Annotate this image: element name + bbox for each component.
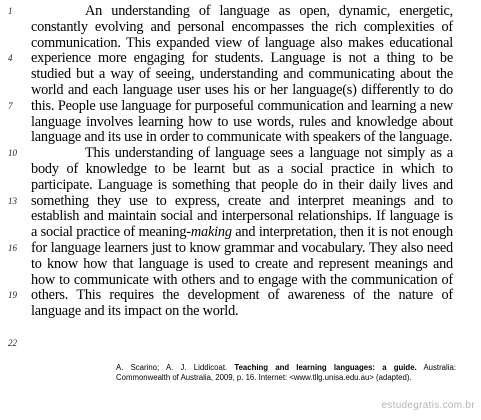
paragraph-2-italic: making: [190, 224, 232, 241]
line-number: 7: [8, 100, 13, 111]
line-number: 19: [8, 290, 17, 301]
line-number: 16: [8, 243, 17, 253]
citation-details: Australia: Commonwealth of Australia, 2009, p. 16. Internet: <www.tllg.unisa.edu.au> (adapted).: [116, 363, 456, 382]
citation-title: Teaching and learning languages: a guide.: [234, 363, 417, 372]
citation: [116, 363, 456, 383]
line-number: 10: [8, 148, 17, 159]
line-number: 22: [8, 337, 17, 348]
paragraph-2: [31, 146, 453, 320]
paragraph-2-part-1: This understanding of language sees a language not simply as a body of knowledge to be learnt but as a social practice in which to participate. Language is something that people do in their daily lives and something they use to express, create and interpret meanings and to establish and maintain social and interpersonal relationships. If language is a social practice of meaning-: [31, 145, 453, 241]
body-text: [31, 4, 453, 320]
citation-authors: A. Scarino; A. J. Liddicoat.: [116, 363, 228, 372]
paragraph-2-part-2: and interpretation, then it is not enough for language learners just to know grammar and vocabulary. They also need to know how that language is used to create and represent meanings and how to communicate with others and to engage with the communication of others. This requires the development of awareness of the nature of language and its impact on the world.: [31, 224, 454, 320]
paragraph-1: An understanding of language as open, dynamic, energetic, constantly evolving and personal encompasses the rich complexities of communication. This expanded view of language also makes educational experience more engaging for students. Language is not a thing to be studied but a way of seeing, understanding and communicating about the world and each language user uses his or her language(s) differently to do this. People use language for purposeful communication and learning a new language involves learning how to use words, rules and knowledge about language and its use in order to communicate with speakers of the language.: [31, 3, 453, 146]
watermark: estudegratis.com.br: [381, 400, 475, 411]
line-number: 1: [8, 6, 13, 16]
line-number: 4: [8, 53, 13, 64]
line-number: 13: [8, 195, 17, 206]
